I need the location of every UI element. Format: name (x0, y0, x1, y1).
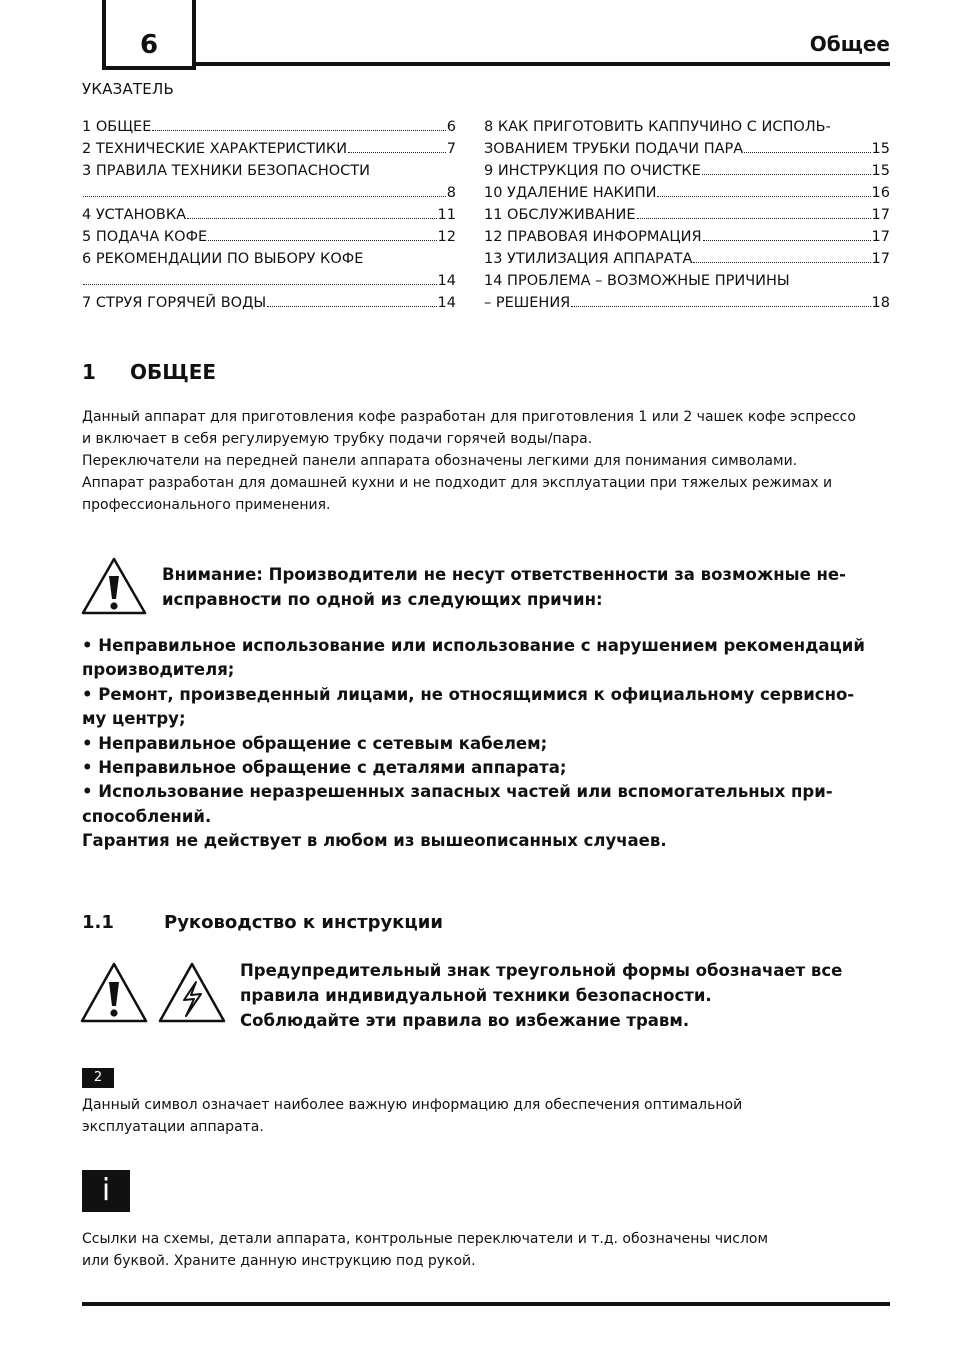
toc-entry[interactable]: 4 УСТАНОВКА 11 (82, 207, 456, 223)
caution-text: Предупредительный знак треугольной формы обозначает все правила индивидуальной техники безопасности. Соблюдайте эти правила во избежание травм. (240, 961, 843, 1030)
toc-entry[interactable]: – РЕШЕНИЯ 18 (484, 295, 890, 311)
toc-entry[interactable]: 11 ОБСЛУЖИВАНИЕ 17 (484, 207, 890, 223)
liability-list (82, 634, 894, 854)
toc-entry-label[interactable]: 6 РЕКОМЕНДАЦИИ ПО ВЫБОРУ КОФЕ (82, 251, 364, 267)
page-number-box (102, 0, 196, 70)
footer-rule (82, 1302, 890, 1306)
list-item: • Неправильное обращение с деталями аппарата; (82, 758, 567, 778)
section-heading-text: ОБЩЕЕ (130, 360, 217, 384)
toc-right-column (484, 116, 890, 314)
toc-entry[interactable]: 13 УТИЛИЗАЦИЯ АППАРАТА 17 (484, 251, 890, 267)
caution-icons (80, 960, 228, 1024)
toc-entry[interactable]: 7 СТРУЯ ГОРЯЧЕЙ ВОДЫ 14 (82, 295, 456, 311)
toc-entry[interactable]: 1 ОБЩЕЕ 6 (82, 119, 456, 135)
subsection-number: 1.1 (82, 912, 114, 933)
subsection-heading-text: Руководство к инструкции (164, 912, 443, 933)
toc-entry[interactable]: 9 ИНСТРУКЦИЯ ПО ОЧИСТКЕ 15 (484, 163, 890, 179)
toc-entry-label[interactable]: 8 КАК ПРИГОТОВИТЬ КАППУЧИНО С ИСПОЛЬ- (484, 119, 831, 135)
toc-entry[interactable]: ЗОВАНИЕМ ТРУБКИ ПОДАЧИ ПАРА 15 (484, 141, 890, 157)
toc-entry[interactable]: 5 ПОДАЧА КОФЕ 12 (82, 229, 456, 245)
toc-heading: УКАЗАТЕЛЬ (82, 80, 174, 98)
electric-hazard-icon (160, 964, 224, 1021)
list-item: • Ремонт, произведенный лицами, не относящимися к официальному сервисно- (82, 684, 855, 704)
list-item: • Неправильное обращение с сетевым кабелем; (82, 733, 548, 753)
toc-left-column (82, 116, 456, 314)
warning-text: Внимание: Производители не несут ответственности за возможные не- исправности по одной из следующих причин: (162, 565, 846, 609)
warning-triangle-icon (80, 556, 148, 616)
toc-entry[interactable]: 8 (82, 182, 456, 204)
header-rule (196, 62, 890, 66)
important-symbol-badge: 2 (82, 1068, 114, 1088)
warranty-note: Гарантия не действует в любом из вышеописанных случаев. (82, 831, 667, 851)
toc-entry[interactable]: 2 ТЕХНИЧЕСКИЕ ХАРАКТЕРИСТИКИ 7 (82, 141, 456, 157)
toc-entry-label[interactable]: 3 ПРАВИЛА ТЕХНИКИ БЕЗОПАСНОСТИ (82, 163, 370, 179)
subsection-heading (82, 912, 443, 933)
toc-entry[interactable]: 12 ПРАВОВАЯ ИНФОРМАЦИЯ 17 (484, 229, 890, 245)
info-text: Ссылки на схемы, детали аппарата, контрольные переключатели и т.д. обозначены числом или буквой. Храните данную инструкцию под рукой. (82, 1231, 769, 1269)
toc-entry[interactable]: 10 УДАЛЕНИЕ НАКИПИ 16 (484, 185, 890, 201)
toc-entry[interactable]: 14 (82, 270, 456, 292)
section-title: Общее (809, 32, 890, 56)
section-heading (82, 360, 216, 384)
list-item: • Неправильное использование или использование с нарушением рекомендаций (82, 636, 865, 655)
intro-paragraph: Данный аппарат для приготовления кофе разработан для приготовления 1 или 2 чашек кофе эспрессо и включает в себя регулируемую трубку подачи горячей воды/пара. Переключатели на передней панели аппарата обозначены легкими для понимания символами. Аппарат разработан для домашней кухни и не подходит для эксплуатации при тяжелых режимах и профессионального применения. (82, 409, 856, 513)
warning-triangle-icon (82, 964, 146, 1021)
list-item: производителя; (82, 660, 235, 680)
info-icon: i (82, 1170, 130, 1212)
list-item: му центру; (82, 709, 186, 729)
important-symbol-text: Данный символ означает наиболее важную информацию для обеспечения оптимальной эксплуатации аппарата. (82, 1097, 743, 1135)
page-number: 6 (139, 30, 159, 60)
list-item: способлений. (82, 806, 212, 826)
section-number: 1 (82, 360, 96, 384)
list-item: • Использование неразрешенных запасных частей или вспомогательных при- (82, 782, 833, 802)
toc-entry-label[interactable]: 14 ПРОБЛЕМА – ВОЗМОЖНЫЕ ПРИЧИНЫ (484, 273, 790, 289)
